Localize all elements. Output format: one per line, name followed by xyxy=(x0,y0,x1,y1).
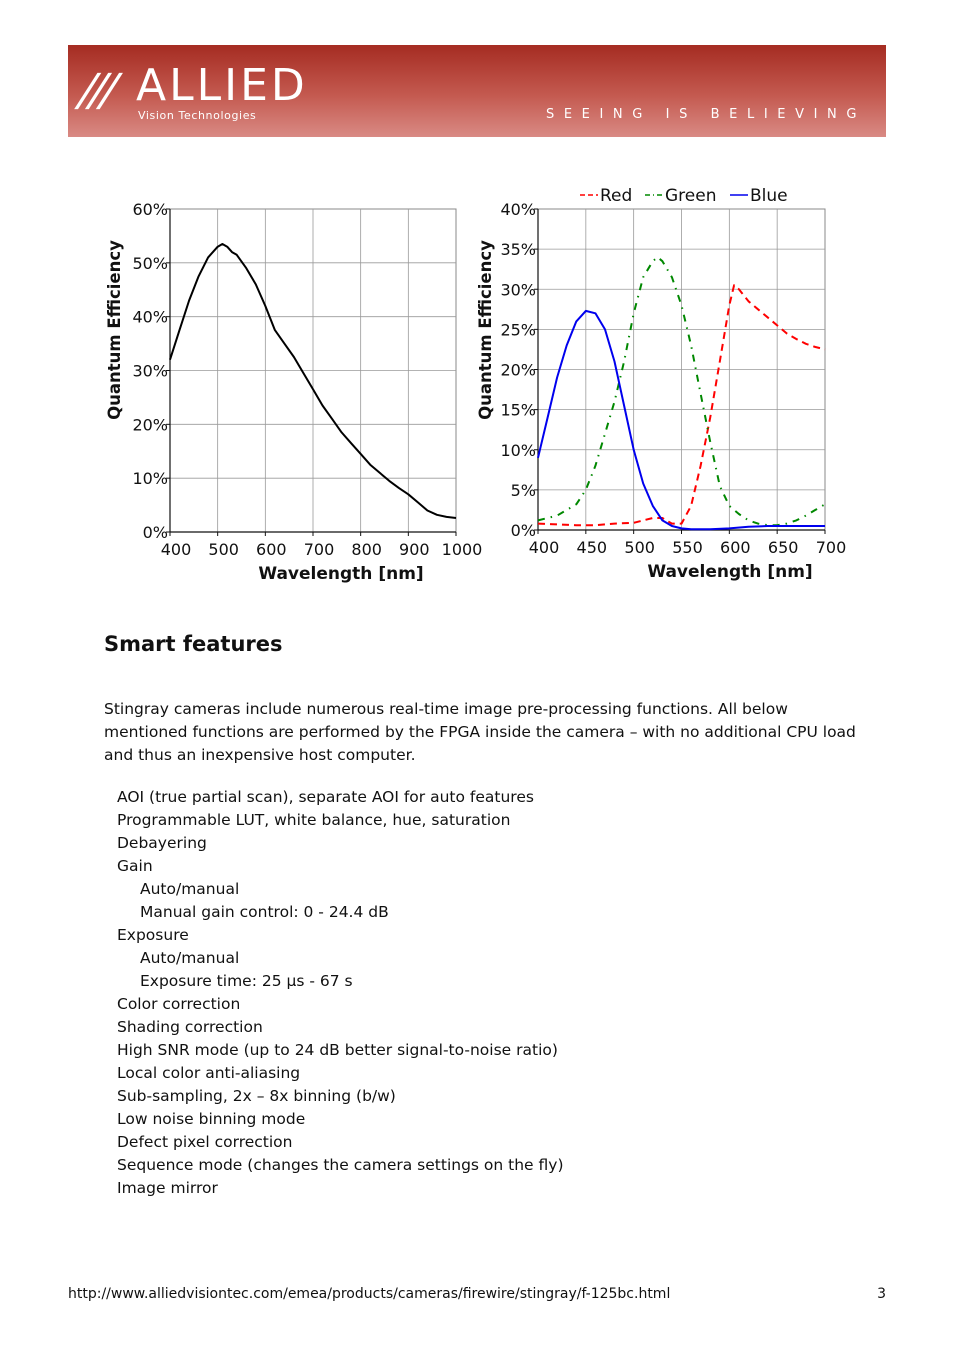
section-heading: Smart features xyxy=(104,632,283,656)
feature-item: Defect pixel correction xyxy=(117,1133,293,1151)
y-tick-label: 40% xyxy=(500,200,536,219)
feature-item: Shading correction xyxy=(117,1018,263,1036)
x-tick-label: 500 xyxy=(208,540,239,559)
feature-item: Image mirror xyxy=(117,1179,218,1197)
y-tick-label: 30% xyxy=(500,280,536,300)
feature-item: Color correction xyxy=(117,995,241,1013)
x-tick-label: 600 xyxy=(256,540,287,559)
x-tick-label: 400 xyxy=(160,540,192,559)
x-axis-title: Wavelength [nm] xyxy=(258,564,424,584)
logo-subtitle: Vision Technologies xyxy=(138,109,257,122)
y-tick-label: 20% xyxy=(132,415,168,435)
feature-item: High SNR mode (up to 24 dB better signal-to-noise ratio) xyxy=(117,1041,558,1059)
x-tick-label: 700 xyxy=(303,540,335,559)
feature-subitem: Auto/manual xyxy=(140,880,240,898)
y-tick-label: 10% xyxy=(132,469,168,489)
feature-item: Debayering xyxy=(117,834,207,852)
feature-list xyxy=(117,786,564,1200)
y-tick-label: 30% xyxy=(132,361,168,381)
y-tick-label: 20% xyxy=(500,360,536,380)
feature-item: Local color anti-aliasing xyxy=(117,1064,301,1082)
y-tick-label: 15% xyxy=(500,400,536,420)
feature-item: Exposure xyxy=(117,926,189,944)
feature-item: Sub-sampling, 2x – 8x binning (b/w) xyxy=(117,1087,396,1105)
y-tick-label: 10% xyxy=(500,440,536,460)
intro-paragraph: Stingray cameras include numerous real-time image pre-processing functions. All below mentioned functions are performed by the FPGA inside the camera – with no additional CPU load and thus an inexpensive host computer. xyxy=(104,700,856,764)
footer-url[interactable]: http://www.alliedvisiontec.com/emea/products/cameras/firewire/stingray/f-125bc.html xyxy=(68,1286,671,1302)
y-tick-label: 35% xyxy=(500,240,536,260)
feature-item: Sequence mode (changes the camera settings on the fly) xyxy=(117,1156,564,1174)
y-tick-label: 60% xyxy=(132,200,168,219)
x-tick-label: 800 xyxy=(351,540,382,559)
feature-item: Low noise binning mode xyxy=(117,1110,306,1128)
feature-item: Programmable LUT, white balance, hue, saturation xyxy=(117,811,511,829)
x-tick-label: 700 xyxy=(815,538,847,557)
feature-subitem: Auto/manual xyxy=(140,949,240,967)
legend-label-blue: Blue xyxy=(750,186,788,206)
x-tick-label: 900 xyxy=(399,540,430,559)
y-tick-label: 40% xyxy=(132,307,168,327)
x-tick-label: 400 xyxy=(528,538,560,557)
legend-label-green: Green xyxy=(665,186,717,206)
y-tick-label: 50% xyxy=(132,253,168,273)
y-tick-label: 0% xyxy=(510,521,536,540)
x-tick-label: 650 xyxy=(767,538,799,557)
y-axis-title: Quantum Efficiency xyxy=(476,240,495,420)
quantum-efficiency-charts xyxy=(0,0,954,620)
logo-wordmark: ALLIED xyxy=(136,60,308,111)
x-tick-label: 550 xyxy=(672,538,703,557)
x-tick-label: 1000 xyxy=(441,540,483,559)
feature-subitem: Exposure time: 25 µs - 67 s xyxy=(140,972,353,990)
tagline: SEEING IS BELIEVING xyxy=(545,107,866,122)
page-number: 3 xyxy=(877,1286,886,1302)
feature-subitem: Manual gain control: 0 - 24.4 dB xyxy=(140,903,389,921)
x-tick-label: 500 xyxy=(624,538,655,557)
x-tick-label: 600 xyxy=(720,538,751,557)
y-tick-label: 25% xyxy=(500,320,536,340)
y-tick-label: 5% xyxy=(510,480,536,500)
y-axis-title: Quantum Efficiency xyxy=(105,240,124,420)
feature-item: AOI (true partial scan), separate AOI for auto features xyxy=(117,788,534,806)
x-tick-label: 450 xyxy=(576,538,608,557)
x-axis-title: Wavelength [nm] xyxy=(647,562,813,582)
logo-slashes: /// xyxy=(76,65,117,116)
y-tick-label: 0% xyxy=(142,523,168,542)
feature-item: Gain xyxy=(117,857,153,875)
legend-label-red: Red xyxy=(600,186,633,206)
